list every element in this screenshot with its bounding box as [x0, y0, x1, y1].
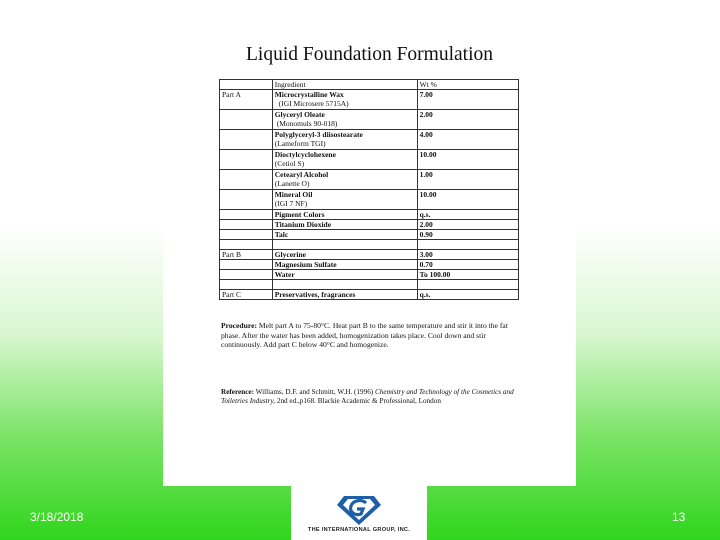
row-ingredient — [272, 130, 417, 150]
row-ingredient — [272, 170, 417, 190]
ingredient-name: Pigment Colors — [272, 210, 417, 220]
row-ingredient — [272, 90, 417, 110]
table-row — [220, 150, 519, 170]
reference-publisher: Blackie Academic & Professional, London — [317, 397, 441, 406]
slide-page-number: 13 — [672, 510, 686, 524]
row-wt: 10.00 — [417, 150, 518, 170]
row-wt: 0.90 — [417, 230, 518, 240]
ingredient-name: Glyceryl Oleate — [274, 110, 325, 119]
table-row — [220, 130, 519, 150]
table-row — [220, 90, 519, 110]
table-row — [220, 190, 519, 210]
ingredient-name: Talc — [272, 230, 417, 240]
table-row — [220, 250, 519, 260]
row-wt: To 100.00 — [417, 270, 518, 280]
row-part: Part C — [220, 290, 273, 300]
table-spacer-row — [220, 240, 519, 250]
row-ingredient — [272, 190, 417, 210]
table-row — [220, 260, 519, 270]
header-wt: Wt % — [417, 80, 518, 90]
row-wt: 4.00 — [417, 130, 518, 150]
ingredient-name: Water — [272, 270, 417, 280]
table-row — [220, 110, 519, 130]
table-spacer-row — [220, 280, 519, 290]
logo-text: THE INTERNATIONAL GROUP, INC. — [307, 527, 411, 533]
row-part — [220, 130, 273, 150]
ingredient-trade-name: (Monomuls 90-018) — [276, 119, 338, 128]
procedure-label: Procedure: — [221, 321, 257, 330]
table-row — [220, 220, 519, 230]
row-wt: q.s. — [417, 210, 518, 220]
reference-authors: Williams, D.F. and Schmitt, W.H. (1996) — [255, 388, 374, 396]
reference-label: Reference: — [221, 388, 254, 396]
formulation-table — [219, 79, 519, 300]
table-row — [220, 170, 519, 190]
ingredient-name: Cetearyl Alcohol — [274, 170, 329, 179]
ingredient-trade-name: (Lanette O) — [274, 179, 310, 188]
row-part — [220, 170, 273, 190]
row-wt: 2.00 — [417, 110, 518, 130]
row-part — [220, 230, 273, 240]
row-ingredient — [272, 150, 417, 170]
document-page — [163, 0, 576, 486]
ingredient-name: Microcrystalline Wax — [274, 90, 344, 99]
table-row — [220, 210, 519, 220]
row-part — [220, 220, 273, 230]
row-wt: 0.70 — [417, 260, 518, 270]
row-part: Part B — [220, 250, 273, 260]
ingredient-trade-name: (Lameform TGI) — [274, 139, 326, 148]
ingredient-trade-name: (Cetiol S) — [274, 159, 305, 168]
procedure-text: Melt part A to 75-80°C. Heat part B to the same temperature and stir it into the fat phase. After the water has been added, homogenization takes place. Cool down and stir continuously. Add part C below 40°C and homogenize. — [221, 321, 508, 350]
ingredient-name: Titanium Dioxide — [272, 220, 417, 230]
row-wt: 7.00 — [417, 90, 518, 110]
ingredient-trade-name: (IGI 7 NF) — [274, 199, 308, 208]
table-row — [220, 270, 519, 280]
row-part — [220, 150, 273, 170]
row-part — [220, 210, 273, 220]
reference-book-title: Chemistry and Technology of the Cosmetics and Toiletries Industry, — [221, 388, 514, 406]
ingredient-name: Polyglyceryl-3 diisostearate — [274, 130, 363, 139]
row-ingredient — [272, 110, 417, 130]
company-logo — [291, 486, 427, 540]
row-wt: 1.00 — [417, 170, 518, 190]
row-part: Part A — [220, 90, 273, 110]
table-header-row — [220, 80, 519, 90]
table-row — [220, 230, 519, 240]
row-wt: 2.00 — [417, 220, 518, 230]
page-title: Liquid Foundation Formulation — [246, 44, 493, 65]
ingredient-name: Magnesium Sulfate — [272, 260, 417, 270]
reference-edition: 2nd ed.,p168. — [276, 397, 316, 406]
reference-paragraph — [221, 388, 521, 407]
table-row — [220, 290, 519, 300]
row-part — [220, 110, 273, 130]
ingredient-name: Preservatives, fragrances — [272, 290, 417, 300]
ingredient-trade-name: (IGI Microsere 5715A) — [278, 99, 349, 108]
ingredient-name: Glycerine — [272, 250, 417, 260]
row-part — [220, 190, 273, 210]
row-part — [220, 270, 273, 280]
ingredient-name: Dioctylcyclohexene — [274, 150, 336, 159]
row-wt: q.s. — [417, 290, 518, 300]
header-part — [220, 80, 273, 90]
header-ingredient: Ingredient — [272, 80, 417, 90]
row-wt: 3.00 — [417, 250, 518, 260]
procedure-paragraph — [221, 321, 521, 350]
row-part — [220, 260, 273, 270]
logo-mark-icon — [336, 494, 382, 526]
ingredient-name: Mineral Oil — [274, 190, 313, 199]
slide-date: 3/18/2018 — [30, 510, 84, 524]
row-wt: 10.00 — [417, 190, 518, 210]
